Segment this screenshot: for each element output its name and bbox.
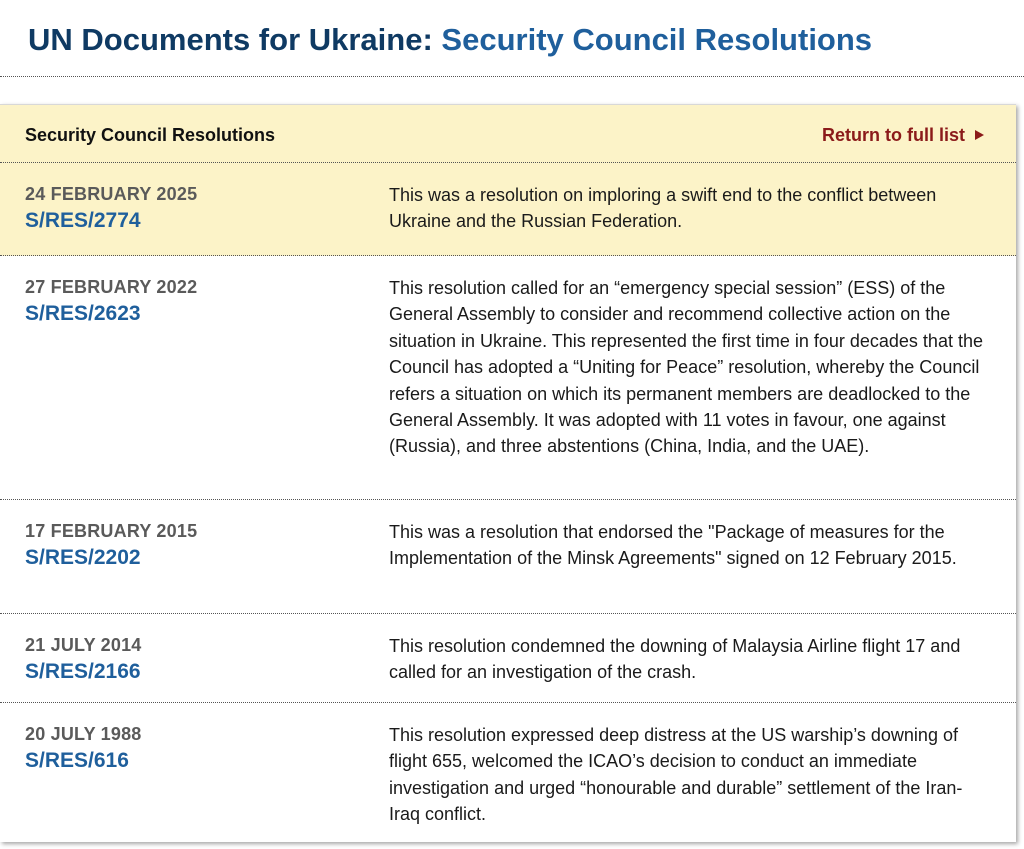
resolution-date: 27 FEBRUARY 2022 [25, 277, 198, 297]
panel-title: Security Council Resolutions [25, 125, 276, 145]
return-link-label: Return to full list [822, 125, 965, 145]
resolution-link[interactable]: S/RES/2774 [25, 209, 141, 232]
page-title [28, 22, 872, 58]
resolution-date: 20 JULY 1988 [25, 724, 142, 744]
resolution-description: This was a resolution on imploring a swift end to the conflict between Ukraine and the Russian Federation. [389, 185, 937, 232]
resolution-row [0, 500, 1016, 614]
resolution-date: 21 JULY 2014 [25, 635, 142, 655]
resolution-row [0, 614, 1016, 703]
resolution-link[interactable]: S/RES/2202 [25, 546, 141, 569]
page-header [0, 0, 1024, 77]
page-title-prefix: UN Documents for Ukraine: [28, 22, 433, 57]
resolution-link[interactable]: S/RES/2166 [25, 660, 141, 683]
resolution-description: This resolution expressed deep distress at the US warship’s downing of flight 655, welcomed the ICAO’s decision to conduct an immediate investigation and urged “honourable and durable” settlement of the Iran-Iraq conflict. [389, 725, 963, 825]
resolution-date: 17 FEBRUARY 2015 [25, 521, 198, 541]
triangle-right-icon [975, 130, 984, 140]
resolution-row [0, 256, 1016, 500]
resolution-row [0, 163, 1016, 256]
resolution-link[interactable]: S/RES/2623 [25, 302, 141, 325]
resolutions-panel [0, 104, 1016, 842]
resolution-description: This was a resolution that endorsed the "Package of measures for the Implementation of the Minsk Agreements" signed on 12 February 2015. [389, 522, 957, 569]
resolution-link[interactable]: S/RES/616 [25, 749, 129, 772]
resolution-row [0, 703, 1016, 843]
resolution-description: This resolution condemned the downing of Malaysia Airline flight 17 and called for an investigation of the crash. [389, 636, 961, 683]
panel-header [0, 105, 1016, 163]
resolution-description: This resolution called for an “emergency special session” (ESS) of the General Assembly to consider and recommend collective action on the situation in Ukraine. This represented the first time in four decades that the Council has adopted a “Uniting for Peace” resolution, whereby the Council refers a situation on which its permanent members are deadlocked to the General Assembly. It was adopted with 11 votes in favour, one against (Russia), and three abstentions (China, India, and the UAE). [389, 278, 983, 457]
page-title-suffix: Security Council Resolutions [441, 22, 873, 57]
return-to-full-list-link[interactable] [822, 124, 984, 146]
resolution-date: 24 FEBRUARY 2025 [25, 184, 198, 204]
